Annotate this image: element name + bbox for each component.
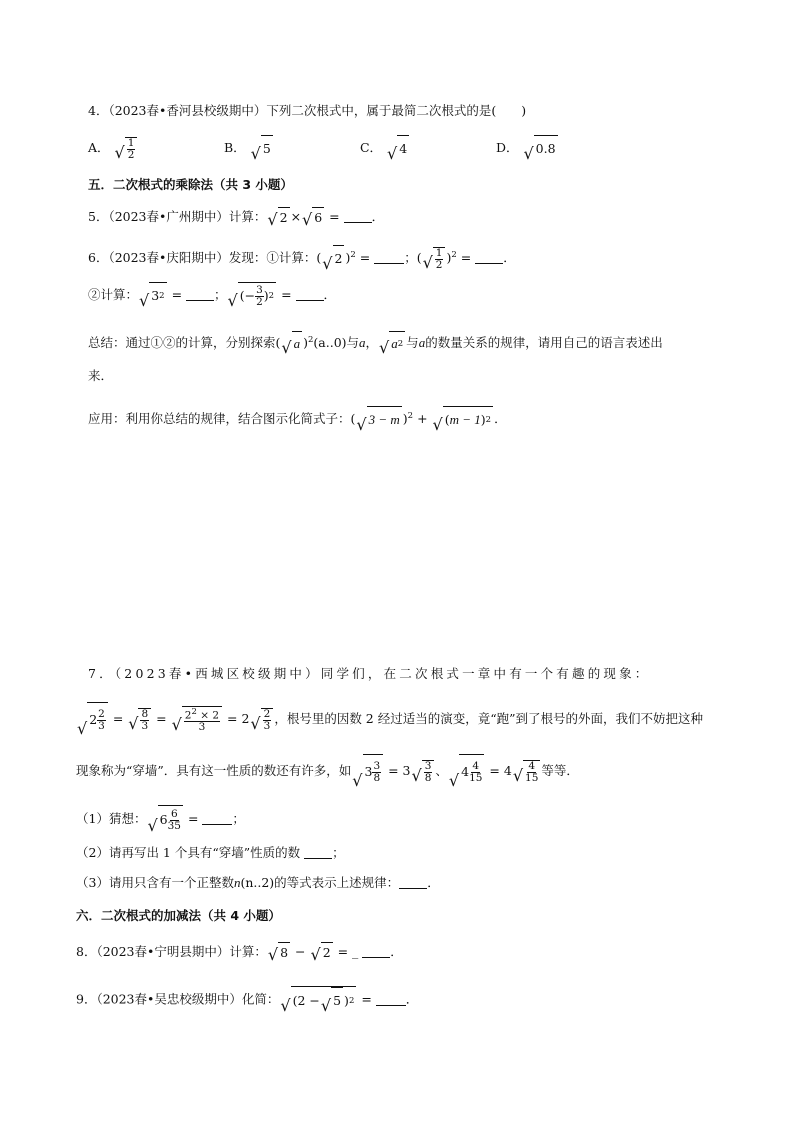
radicand: 4 xyxy=(397,135,409,162)
sqrt-expression xyxy=(128,708,151,732)
radical-sign-icon: √ xyxy=(322,254,333,274)
punctuation: ． xyxy=(405,991,419,1007)
fraction: $\frac{4}{15}$ xyxy=(469,759,483,784)
equals-sign: = _ xyxy=(333,944,363,959)
fraction: $\frac{2}{3}$ xyxy=(98,707,105,732)
operator: × xyxy=(290,209,302,224)
question-6-application: 应用：利用你总结的规律，结合图示化简式子：( √ 3 − m )$^2$ + √ ( m − 1 ) 2 ． xyxy=(88,403,507,433)
sqrt-expression: √ a 2 xyxy=(379,331,405,356)
question-number: 9． xyxy=(76,991,97,1007)
question-text: 同学们，在二次根式一章中有一个有趣的现象： xyxy=(320,666,651,681)
equals-sign: = xyxy=(357,991,376,1007)
fraction: $\frac{2}{3}$ xyxy=(263,707,271,732)
denominator: 2 xyxy=(127,148,135,161)
question-text: （1）猜想： xyxy=(76,811,147,826)
question-7-sub-3 xyxy=(76,873,440,893)
radical-sign-icon: √ xyxy=(77,719,88,738)
sqrt-expression xyxy=(523,135,557,162)
question-7-examples-2: 现象称为“穿墙”．具有这一性质的数还有许多，如 √ 3 $\frac{3}{8}$ = 3 √ $\frac{3}{8}$ 、 √ 4 $\frac{4}{15}$ = 4 √ $\frac{4}{15}$ 等等． xyxy=(76,754,579,789)
summary-text: 与 xyxy=(406,335,419,351)
question-number: 8． xyxy=(76,944,97,959)
question-source: （2023春•吴忠校级期中） xyxy=(96,991,242,1007)
radical-sign-icon: √ xyxy=(448,771,460,790)
sqrt-expression: √ 2 $\frac{2}{3}$ xyxy=(77,702,108,737)
answer-blank[interactable] xyxy=(344,210,372,223)
sqrt-expression: √ 2 xyxy=(322,245,344,272)
question-text: 发现：①计算： xyxy=(228,250,317,266)
answer-blank[interactable] xyxy=(399,876,427,889)
sqrt-expression xyxy=(310,942,332,963)
question-text: （3）请用只含有一个正整数 xyxy=(76,875,234,890)
sqrt-expression xyxy=(281,331,302,356)
question-source: （2023春•庆阳期中） xyxy=(108,250,229,266)
equals-sign: = xyxy=(325,209,344,224)
sqrt-expression: √ (− $\frac{3}{2}$ ) 2 xyxy=(227,283,275,310)
sqrt-expression xyxy=(302,207,324,228)
question-6-part-2: ②计算： √ 3 2 = ； √ (− $\frac{3}{2}$ ) 2 = ． xyxy=(88,283,337,310)
question-text: ②计算： xyxy=(88,287,139,302)
radical-sign-icon: √ xyxy=(250,713,261,733)
option-label: B． xyxy=(223,140,246,155)
sqrt-expression xyxy=(115,137,138,161)
question-text: 等等． xyxy=(541,763,579,778)
section-6-title: 六．二次根式的加减法（共 4 小题） xyxy=(76,908,281,923)
question-number: 4． xyxy=(88,103,109,118)
radical-sign-icon: √ xyxy=(432,415,443,435)
radical-sign-icon: √ xyxy=(523,144,534,163)
variable: n xyxy=(233,875,241,890)
fraction xyxy=(127,138,136,161)
sqrt-expression xyxy=(387,135,409,162)
punctuation: ． xyxy=(503,250,516,266)
sqrt-expression xyxy=(267,207,289,228)
question-7 xyxy=(88,664,651,684)
summary-text: 总结：通过①②的计算，分别探索 xyxy=(88,335,276,351)
sqrt-expression: √ 4 $\frac{4}{15}$ xyxy=(449,754,485,789)
punctuation: ； xyxy=(232,811,245,826)
sqrt-expression: √ 3 2 xyxy=(139,282,167,309)
question-text: 计算： xyxy=(228,209,267,224)
sqrt-expression xyxy=(172,706,222,734)
radical-sign-icon: √ xyxy=(356,415,367,435)
option-a xyxy=(88,135,220,161)
fraction: $\frac{3}{2}$ xyxy=(256,283,263,308)
radical-sign-icon: √ xyxy=(310,945,321,964)
answer-blank[interactable] xyxy=(374,251,404,264)
answer-blank[interactable] xyxy=(304,846,332,859)
sqrt-expression: √ 3 $\frac{3}{8}$ xyxy=(352,754,383,789)
expression-part: (2 − xyxy=(292,992,320,1008)
sqrt-expression xyxy=(412,760,435,784)
fraction: $\frac{8}{3}$ xyxy=(141,707,149,732)
question-8 xyxy=(76,942,403,963)
radical-sign-icon: √ xyxy=(171,715,182,735)
radicand: 0.8 xyxy=(534,135,558,162)
radical-sign-icon: √ xyxy=(387,144,398,163)
punctuation: ； xyxy=(214,287,227,302)
question-text: 化简： xyxy=(241,991,280,1007)
fraction: $\frac{3}{8}$ xyxy=(373,759,381,784)
answer-blank[interactable] xyxy=(202,812,232,825)
option-label: A． xyxy=(88,140,110,155)
fraction: $\frac{4}{15}$ xyxy=(525,759,539,784)
question-7-sub-1: （1）猜想： √ 6 $\frac{6}{35}$ = ； xyxy=(76,805,245,834)
radical-sign-icon: √ xyxy=(379,338,390,358)
punctuation: ． xyxy=(323,287,337,302)
section-5-title: 五．二次根式的乘除法（共 3 小题） xyxy=(88,177,293,192)
radical-sign-icon: √ xyxy=(147,816,158,835)
summary-text: 的数量关系的规律，请用自己的语言表述出 xyxy=(425,335,663,351)
option-label: C． xyxy=(359,140,383,155)
application-text: 应用：利用你总结的规律，结合图示化简式子： xyxy=(88,411,351,427)
fraction: $\frac{2^2 \times 2}{3}$ xyxy=(184,706,220,734)
radicand: 8 xyxy=(278,942,290,963)
question-text: 计算： xyxy=(229,944,267,959)
option-d xyxy=(496,135,628,162)
question-text: 现象称为“穿墙”．具有这一性质的数还有许多，如 xyxy=(76,763,352,778)
expression-part: ) xyxy=(344,992,349,1008)
question-5 xyxy=(88,207,384,228)
sqrt-expression xyxy=(513,760,541,784)
punctuation: ． xyxy=(494,411,507,427)
radicand: 5 xyxy=(261,135,273,162)
question-6-summary-end: 来． xyxy=(88,368,114,383)
radical-sign-icon: √ xyxy=(411,765,422,785)
summary-text: (a..0)与 xyxy=(313,335,360,351)
variable: a xyxy=(359,335,366,351)
fraction: $\frac{1}{2}$ xyxy=(435,246,443,271)
answer-blank[interactable] xyxy=(186,288,214,301)
radicand: 2 xyxy=(278,207,290,228)
question-9 xyxy=(76,986,418,1014)
answer-blank[interactable] xyxy=(475,251,503,264)
sqrt-expression xyxy=(250,708,273,732)
question-number: 7． xyxy=(88,666,115,681)
sqrt-expression: √ ( m − 1 ) 2 xyxy=(433,406,494,433)
question-text: (n..2)的等式表示上述规律： xyxy=(240,875,400,890)
sqrt-expression xyxy=(321,987,343,1014)
sqrt-expression xyxy=(423,247,446,271)
question-text: 下列二次根式中，属于最简二次根式的是( ) xyxy=(266,103,527,118)
variable: a xyxy=(391,336,398,352)
fraction: $\frac{3}{8}$ xyxy=(424,759,432,784)
question-4-options xyxy=(88,135,628,162)
variable: a xyxy=(292,331,303,356)
numerator: 1 xyxy=(127,136,135,149)
radical-sign-icon: √ xyxy=(250,144,261,163)
radical-sign-icon: √ xyxy=(114,142,125,162)
radical-sign-icon: √ xyxy=(512,765,524,785)
variable: a xyxy=(418,335,426,351)
radicand: 5 xyxy=(331,987,343,1014)
question-7-sub-2 xyxy=(76,843,345,863)
radical-sign-icon: √ xyxy=(227,291,238,310)
answer-blank[interactable] xyxy=(376,993,406,1006)
question-source: （2023春•香河县校级期中） xyxy=(108,103,267,118)
question-number: 6． xyxy=(88,250,109,266)
punctuation: ． xyxy=(390,944,403,959)
question-source: （2023春•广州期中） xyxy=(108,209,229,224)
radical-sign-icon: √ xyxy=(267,210,278,229)
fraction: $\frac{6}{35}$ xyxy=(167,807,181,832)
question-text: ，根号里的因数 2 经过适当的演变，竟“跑”到了根号的外面，我们不妨把这种 xyxy=(274,711,703,726)
radicand: 3 − m xyxy=(367,406,402,433)
radicand: m − 1 xyxy=(449,412,481,428)
sqrt-expression xyxy=(251,135,273,162)
radical-sign-icon: √ xyxy=(128,713,139,733)
radical-sign-icon: √ xyxy=(281,338,292,358)
radical-sign-icon: √ xyxy=(267,945,279,964)
radical-sign-icon: √ xyxy=(422,252,433,272)
radical-sign-icon: √ xyxy=(302,210,313,229)
sqrt-expression xyxy=(356,406,401,433)
operator: − xyxy=(291,944,310,959)
option-c xyxy=(360,135,492,162)
question-6: 6．（2023春•庆阳期中）发现：①计算：( √ 2 )$^2$ = ；( √ $\frac{1}{2}$ )$^2$ = ． xyxy=(88,246,516,274)
question-text: （2）请再写出 1 个具有“穿墙”性质的数 xyxy=(76,845,305,860)
answer-blank[interactable] xyxy=(296,288,324,301)
answer-blank[interactable] xyxy=(362,945,390,958)
option-b xyxy=(224,135,356,162)
option-label: D． xyxy=(495,140,519,155)
question-7-example: √ 2 $\frac{2}{3}$ = √ $\frac{8}{3}$ = √ $\frac{2^2 \times 2}{3}$ = 2 √ $\frac{2}{3}$ ，根号里的因数 2 经过适当的演变，竟“跑”到了根号的外面，我们不妨把这种 xyxy=(76,702,703,737)
radical-sign-icon: √ xyxy=(320,996,332,1015)
question-6-summary: 总结：通过①②的计算，分别探索( √ a )$^2$(a..0)与a， √ a 2 与a的数量关系的规律，请用自己的语言表述出 xyxy=(88,328,663,356)
question-source: （2023春•西城区校级期中） xyxy=(114,666,321,681)
radical-sign-icon: √ xyxy=(139,291,150,310)
question-source: （2023春•宁明县期中） xyxy=(96,944,230,959)
question-number: 5． xyxy=(88,209,109,224)
punctuation: ； xyxy=(332,845,345,860)
punctuation: ． xyxy=(427,875,440,890)
question-4 xyxy=(88,101,526,121)
sqrt-expression xyxy=(268,942,290,963)
radical-sign-icon: √ xyxy=(352,771,363,790)
sqrt-expression: √ 6 $\frac{6}{35}$ xyxy=(147,805,183,834)
sqrt-expression: √ (2 − √ 5 ) 2 xyxy=(280,986,356,1014)
radicand: 6 xyxy=(312,207,324,228)
punctuation: 、 xyxy=(435,763,448,778)
radicand: 2 xyxy=(321,942,333,963)
punctuation: ． xyxy=(371,209,385,224)
punctuation: ； xyxy=(404,250,417,266)
radical-sign-icon: √ xyxy=(280,996,291,1015)
